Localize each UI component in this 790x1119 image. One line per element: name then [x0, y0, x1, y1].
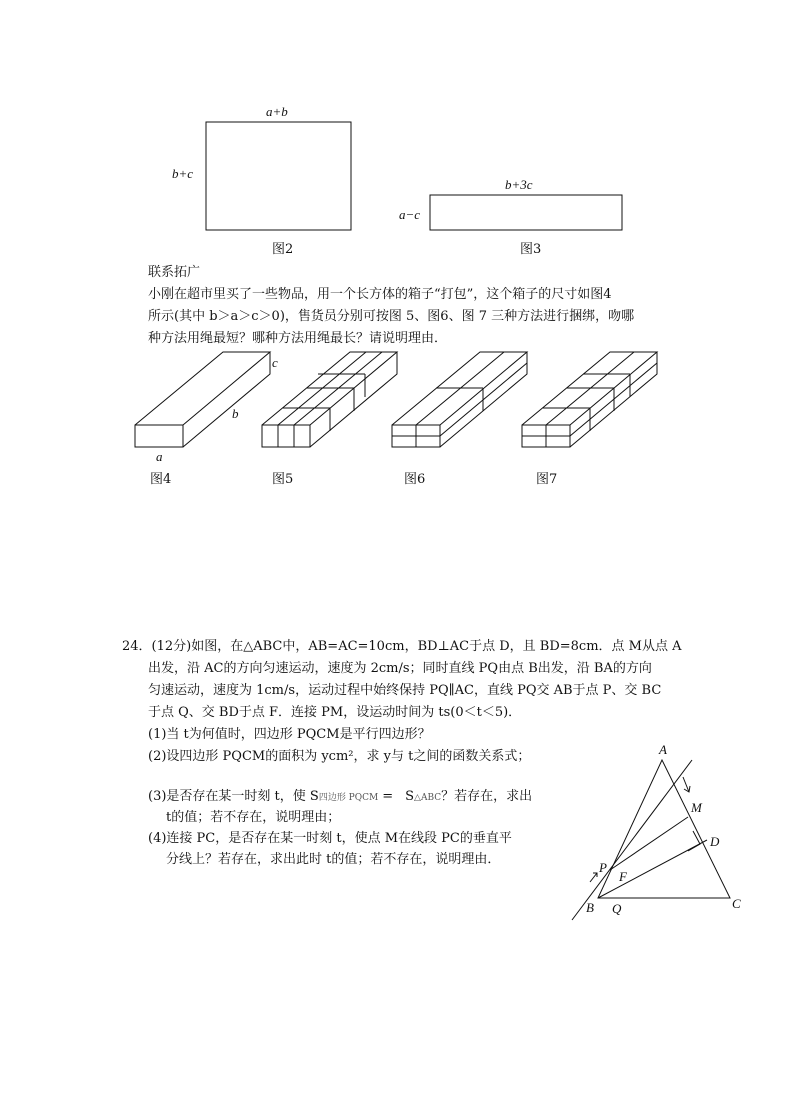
q24-sub-3-s2: S: [405, 789, 415, 804]
fig2-caption: 图2: [272, 242, 294, 257]
q24-sub-3-subscript-1: 四边形 PQCM: [318, 793, 379, 803]
q24-line-3: 匀速运动，速度为 1cm/s，运动过程中始终保持 PQ∥AC，直线 PQ交 AB于点 P、交 BC: [148, 683, 662, 698]
fig2-top-label: a+b: [266, 104, 288, 119]
q24-line-4: 于点 Q、交 BD于点 F．连接 PM，设运动时间为 ts(0＜t＜5)．: [148, 705, 522, 720]
fig3-side-label: a−c: [399, 207, 421, 222]
fig4-label-b: b: [232, 406, 239, 421]
q24-sub-2: (2)设四边形 PQCM的面积为 ycm²，求 y与 t之间的函数关系式；: [148, 749, 531, 764]
fig7-caption: 图7: [536, 472, 558, 487]
q24-line-1: 24．(12分)如图，在△ABC中，AB=AC=10cm，BD⊥AC于点 D，且 BD=8cm．点 M从点 A: [122, 639, 682, 654]
q24-sub-1: (1)当 t为何值时，四边形 PQCM是平行四边形？: [148, 727, 431, 742]
point-D: D: [710, 834, 720, 849]
fig2-side-label: b+c: [172, 166, 194, 181]
q24-sub-3-line-2: t的值；若不存在，说明理由；: [166, 810, 341, 825]
figure-6-box: [392, 352, 527, 447]
vertex-C: C: [732, 896, 741, 911]
q24-sub-3-subscript-2: △ABC: [414, 793, 442, 803]
figure-7-box: [522, 352, 657, 447]
problem-line-2: 所示(其中 b＞a＞c＞0)，售货员分别可按图 5、图6、图 7 三种方法进行捆绑，吻哪: [148, 309, 635, 324]
q24-sub-3-line-1: [148, 786, 532, 809]
point-P: P: [599, 860, 607, 875]
figure-5-box: [262, 352, 397, 447]
figure-4-box: [135, 352, 270, 447]
fig6-caption: 图6: [404, 472, 426, 487]
point-M: M: [691, 800, 702, 815]
q24-sub-4-line-2: 分线上？若存在，求出此时 t的值；若不存在，说明理由．: [166, 852, 501, 867]
point-F: F: [619, 869, 627, 884]
fig4-label-a: a: [156, 449, 163, 464]
q24-sub-3-text-b: ？若存在，求出: [441, 789, 533, 804]
q24-sub-3-text-a: (3)是否存在某一时刻 t，使 S: [148, 789, 319, 804]
vertex-B: B: [586, 900, 594, 915]
problem-line-1: 小刚在超市里买了一些物品，用一个长方体的箱子“打包”，这个箱子的尺寸如图4: [148, 287, 612, 302]
fig3-caption: 图3: [520, 242, 542, 257]
problem-line-3: 种方法用绳最短？哪种方法用绳最长？请说明理由．: [148, 331, 448, 346]
section-title: 联系拓广: [148, 265, 201, 280]
q24-sub-4-line-1: (4)连接 PC，是否存在某一时刻 t，使点 M在线段 PC的垂直平: [148, 831, 512, 846]
fig4-label-c: c: [272, 355, 278, 370]
q24-line-2: 出发，沿 AC的方向匀速运动，速度为 2cm/s；同时直线 PQ由点 B出发，沿 BA的方向: [148, 661, 652, 676]
point-Q: Q: [612, 901, 622, 916]
fig3-top-label: b+3c: [505, 177, 533, 192]
fig5-caption: 图5: [272, 472, 294, 487]
vertex-A: A: [659, 742, 667, 757]
fig4-caption: 图4: [150, 472, 172, 487]
q24-sub-3-equals: =: [382, 789, 394, 804]
